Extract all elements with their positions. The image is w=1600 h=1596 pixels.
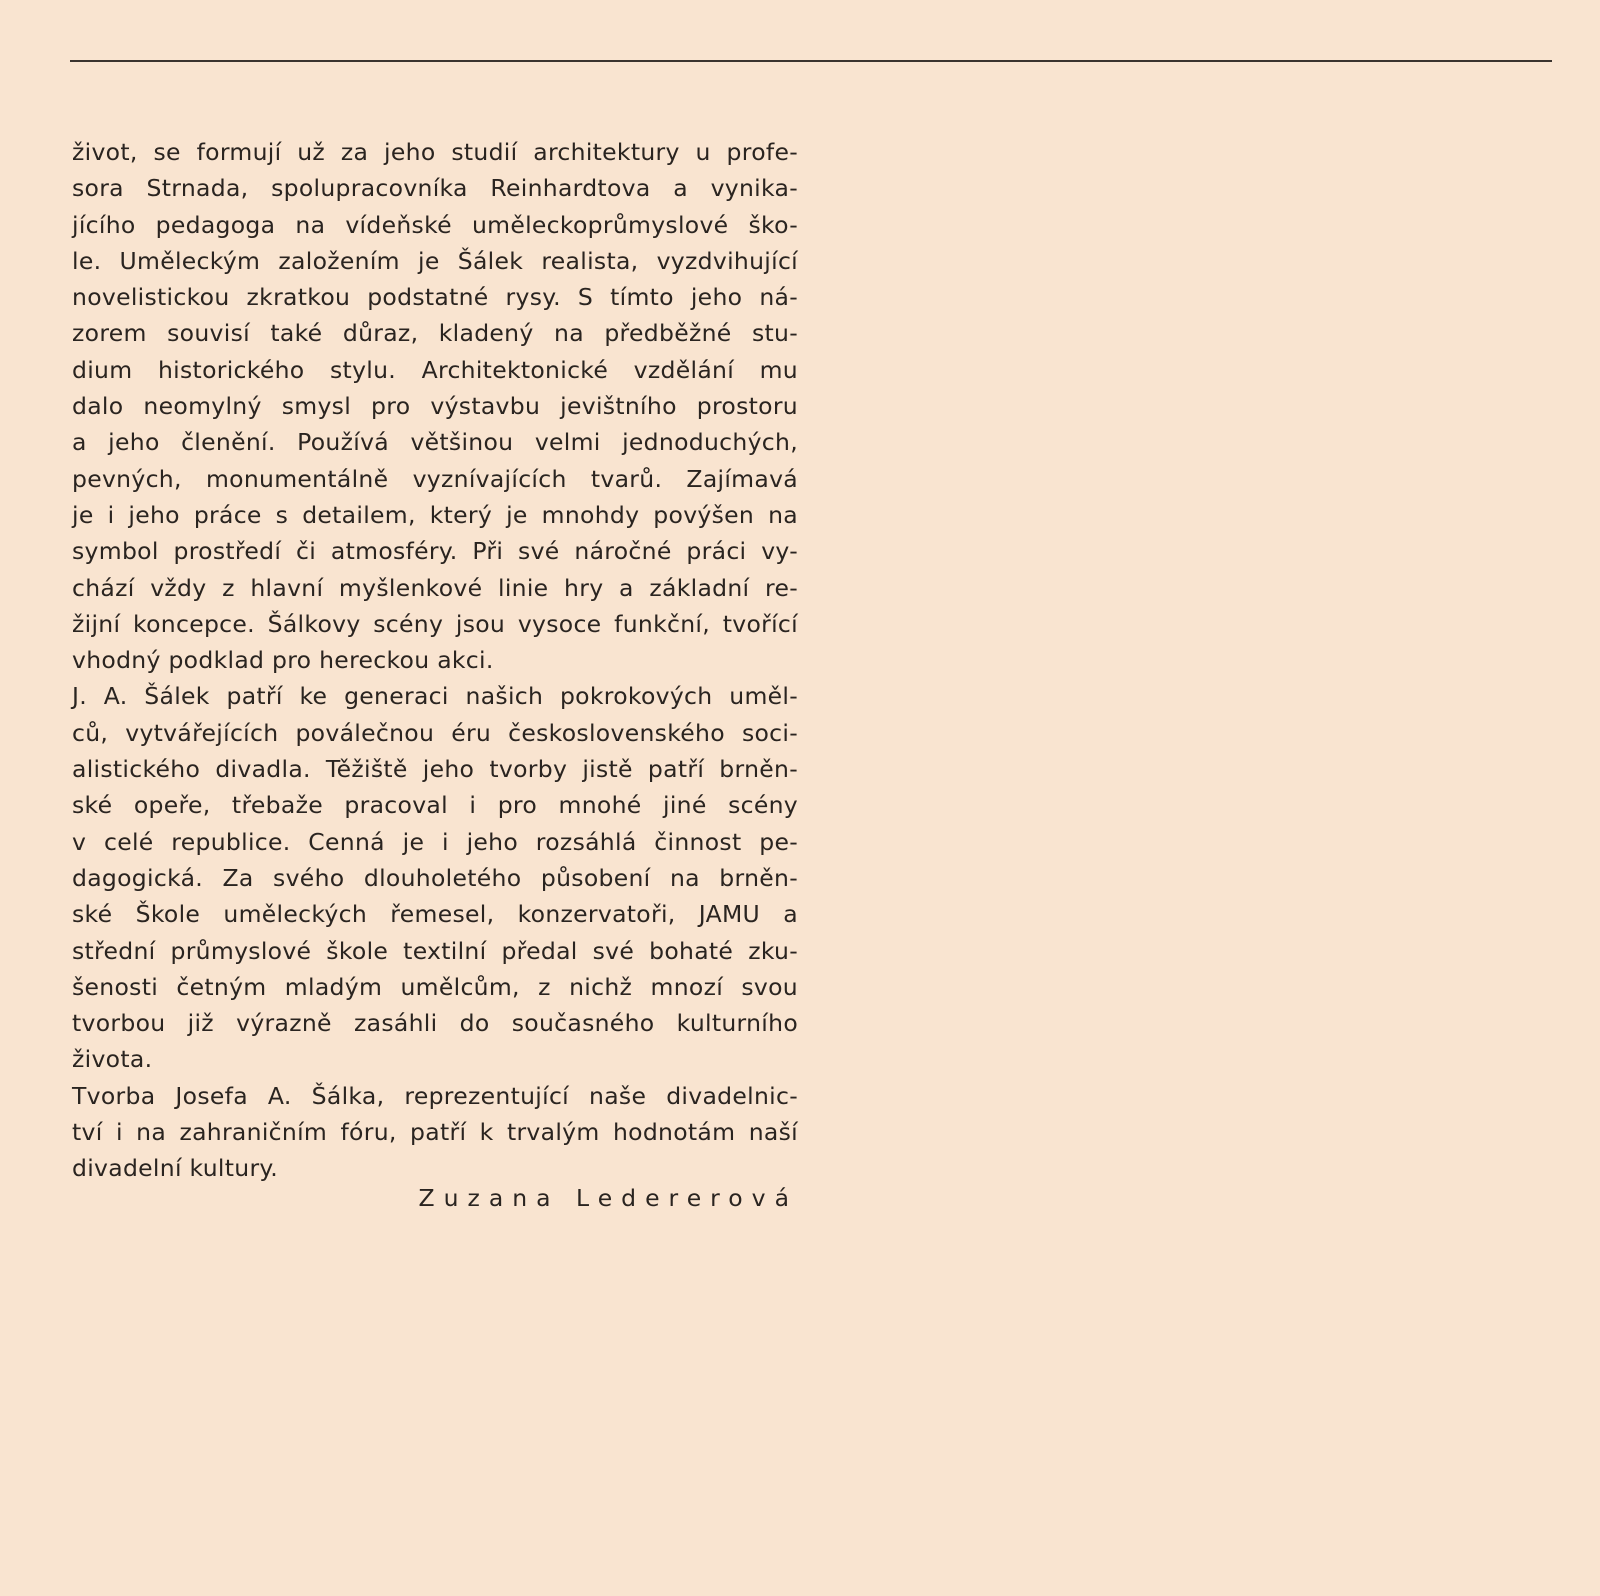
text-line: jícího pedagoga na vídeňské uměleckoprůmyslové ško- <box>72 210 798 239</box>
text-line: symbol prostředí či atmosféry. Při své náročné práci vy- <box>72 537 798 566</box>
text-line: alistického divadla. Těžiště jeho tvorby jistě patří brněn- <box>72 755 798 784</box>
text-line: život, se formují už za jeho studií architektury u profe- <box>72 138 798 166</box>
text-line: tvorbou již výrazně zasáhli do současného kulturního <box>72 1009 798 1038</box>
text-line: střední průmyslové škole textilní předal své bohaté zku- <box>72 936 798 965</box>
text-line: J. A. Šálek patří ke generaci našich pokrokových uměl- <box>72 682 798 711</box>
text-line: tví i na zahraničním fóru, patří k trvalým hodnotám naší <box>72 1118 798 1147</box>
text-line: ců, vytvářejících poválečnou éru československého soci- <box>72 718 798 747</box>
article-text-column <box>72 134 798 1187</box>
text-line: žijní koncepce. Šálkovy scény jsou vysoce funkční, tvořící <box>72 609 798 638</box>
text-line: života. <box>72 1045 153 1074</box>
text-line: dagogická. Za svého dlouholetého působení na brněn- <box>72 863 798 892</box>
text-line: Tvorba Josefa A. Šálka, reprezentující naše divadelnic- <box>72 1081 798 1110</box>
text-line: sora Strnada, spolupracovníka Reinhardtova a vynika- <box>72 174 798 203</box>
text-line: novelistickou zkratkou podstatné rysy. S tímto jeho ná- <box>72 283 798 312</box>
text-line: dalo neomylný smysl pro výstavbu jevištního prostoru <box>72 392 798 421</box>
text-line: dium historického stylu. Architektonické vzdělání mu <box>72 355 798 384</box>
text-line: vhodný podklad pro hereckou akci. <box>72 646 494 675</box>
text-line: v celé republice. Cenná je i jeho rozsáhlá činnost pe- <box>72 827 798 856</box>
text-line: pevných, monumentálně vyznívajících tvarů. Zajímavá <box>72 464 798 493</box>
text-line: ské Škole uměleckých řemesel, konzervatoři, JAMU a <box>72 900 798 929</box>
text-line: zorem souvisí také důraz, kladený na předběžné stu- <box>72 319 798 348</box>
text-line: le. Uměleckým založením je Šálek realista, vyzdvihující <box>72 246 798 275</box>
author-signature: Zuzana Ledererová <box>418 1184 798 1212</box>
text-line: divadelní kultury. <box>72 1154 279 1183</box>
text-line: šenosti četným mladým umělcům, z nichž mnozí svou <box>72 972 798 1001</box>
text-line: a jeho členění. Používá většinou velmi jednoduchých, <box>72 428 798 457</box>
text-line: je i jeho práce s detailem, který je mnohdy povýšen na <box>72 500 798 529</box>
text-line: ské opeře, třebaže pracoval i pro mnohé jiné scény <box>72 791 798 820</box>
text-line: chází vždy z hlavní myšlenkové linie hry a základní re- <box>72 573 798 602</box>
top-horizontal-rule <box>70 60 1552 62</box>
